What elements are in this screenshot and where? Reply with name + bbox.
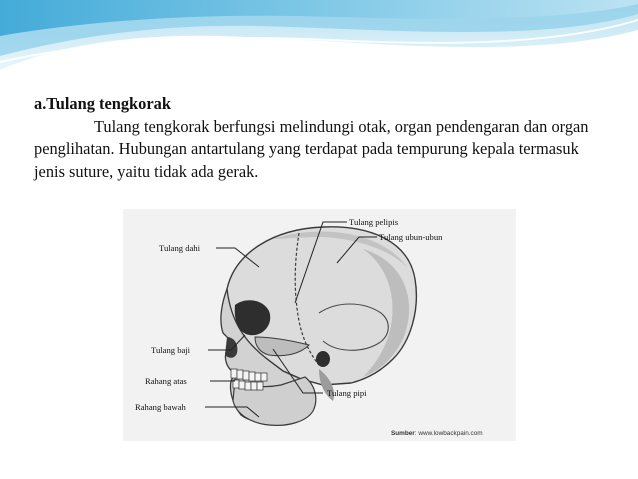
header-banner [0, 0, 638, 78]
label-tulang-ubun-ubun: Tulang ubun-ubun [379, 232, 443, 242]
label-tulang-dahi: Tulang dahi [159, 243, 200, 253]
label-rahang-bawah: Rahang bawah [135, 402, 186, 412]
ear-hole [316, 351, 330, 367]
section-heading: a.Tulang tengkorak [34, 94, 171, 113]
section-paragraph: Tulang tengkorak berfungsi melindungi otak, organ pendengaran dan organ penglihatan. Hubungan antartulang yang terdapat pada tempurung kepala termasuk jenis suture, yaitu tidak ada gerak. [34, 116, 589, 181]
source-text: : www.lowbackpain.com [414, 430, 483, 437]
body-text [34, 93, 594, 183]
label-rahang-atas: Rahang atas [145, 376, 187, 386]
skull-figure [123, 209, 516, 441]
source-caption [391, 430, 483, 437]
label-tulang-pelipis: Tulang pelipis [349, 217, 399, 227]
skull-diagram [123, 209, 516, 441]
source-label: Sumber [391, 430, 415, 437]
label-tulang-baji: Tulang baji [151, 345, 191, 355]
label-tulang-pipi: Tulang pipi [327, 388, 367, 398]
